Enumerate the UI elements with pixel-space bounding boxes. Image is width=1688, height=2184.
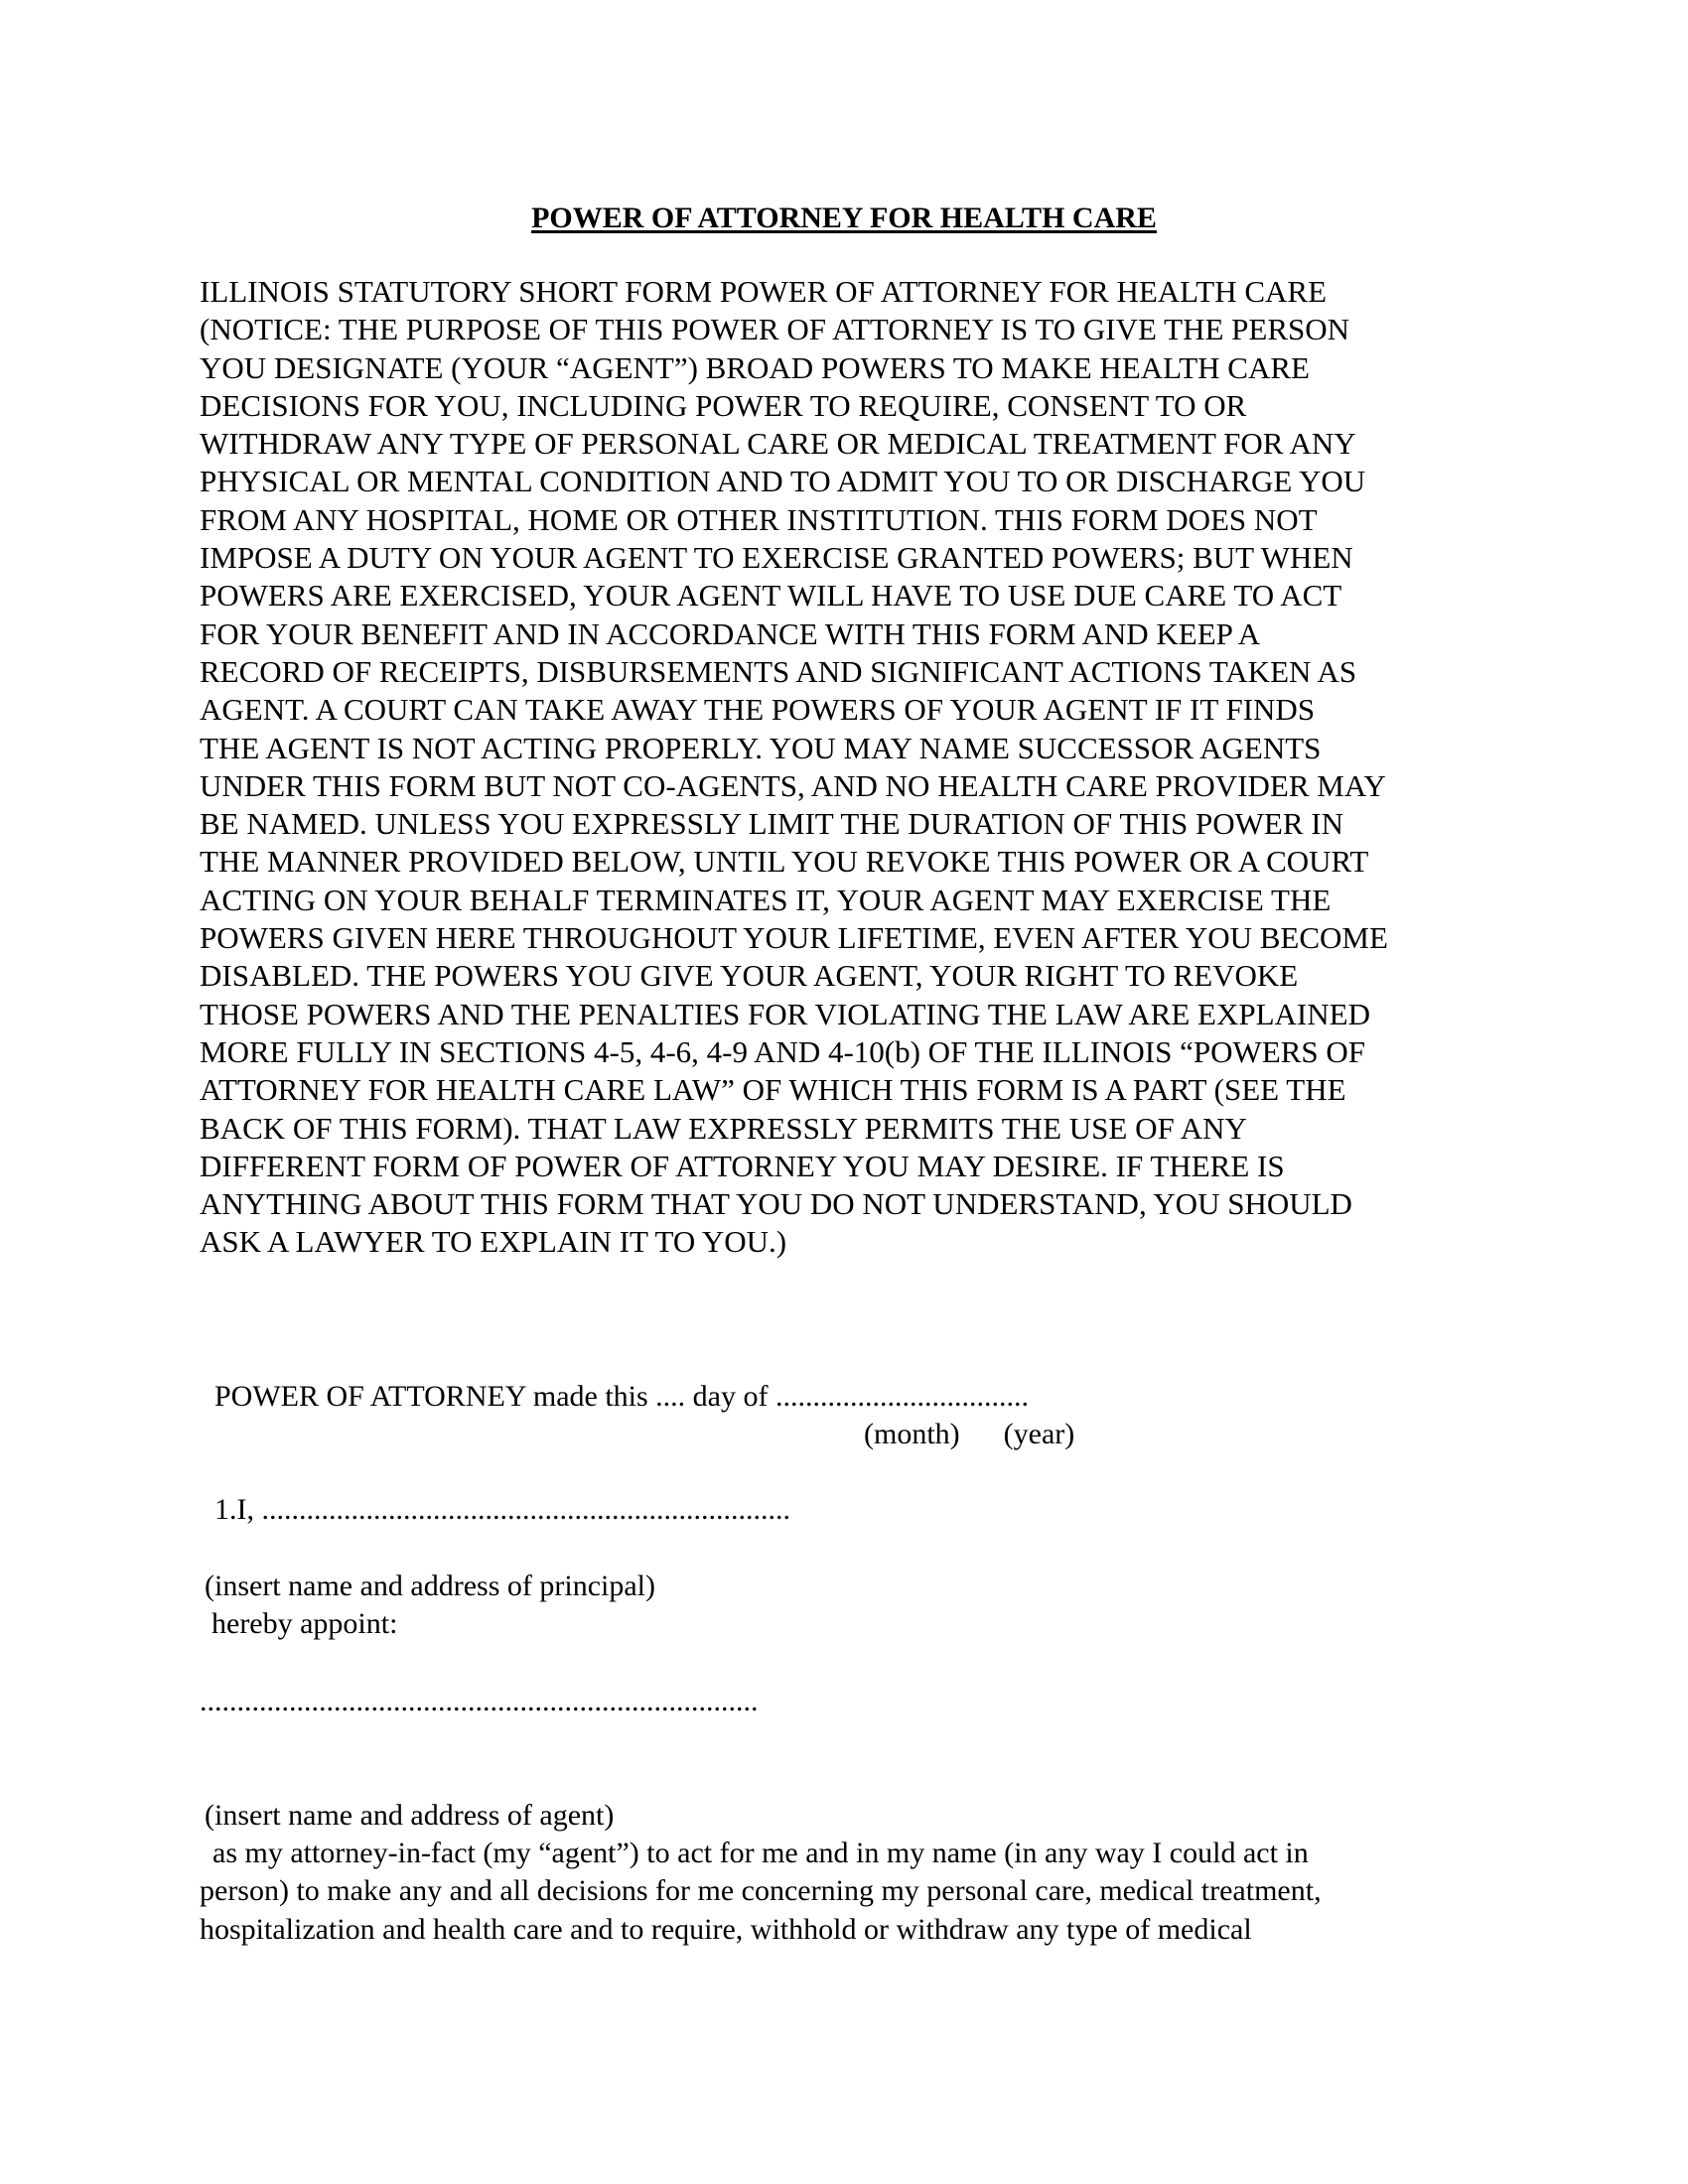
body-line: as my attorney-in-fact (my “agent”) to act for me and in my name (in any way I could act in: [212, 1837, 1309, 1869]
notice-line: POWERS ARE EXERCISED, YOUR AGENT WILL HAVE TO USE DUE CARE TO ACT: [200, 578, 1342, 614]
notice-line: AGENT. A COURT CAN TAKE AWAY THE POWERS OF YOUR AGENT IF IT FINDS: [200, 692, 1316, 728]
notice-line: DIFFERENT FORM OF POWER OF ATTORNEY YOU MAY DESIRE. IF THERE IS: [200, 1148, 1285, 1183]
agent-powers-paragraph: [200, 1835, 1490, 1949]
notice-line: FOR YOUR BENEFIT AND IN ACCORDANCE WITH THIS FORM AND KEEP A: [200, 615, 1261, 651]
notice-line: (NOTICE: THE PURPOSE OF THIS POWER OF ATTORNEY IS TO GIVE THE PERSON: [200, 312, 1350, 347]
document-title: POWER OF ATTORNEY FOR HEALTH CARE: [531, 202, 1157, 234]
month-label: (month): [864, 1418, 960, 1450]
notice-line: BACK OF THIS FORM). THAT LAW EXPRESSLY PERMITS THE USE OF ANY: [200, 1110, 1247, 1146]
notice-line: IMPOSE A DUTY ON YOUR AGENT TO EXERCISE GRANTED POWERS; BUT WHEN: [200, 540, 1353, 576]
body-line: person) to make any and all decisions for me concerning my personal care, medical treatment,: [200, 1874, 1322, 1908]
body-line: hospitalization and health care and to require, withhold or withdraw any type of medical: [200, 1912, 1252, 1946]
notice-paragraph: [200, 273, 1490, 1262]
notice-line: ACTING ON YOUR BEHALF TERMINATES IT, YOUR AGENT MAY EXERCISE THE: [200, 882, 1332, 917]
notice-line: MORE FULLY IN SECTIONS 4-5, 4-6, 4-9 AND 4-10(b) OF THE ILLINOIS “POWERS OF: [200, 1033, 1365, 1069]
agent-caption: (insert name and address of agent): [205, 1799, 615, 1832]
notice-line: DECISIONS FOR YOU, INCLUDING POWER TO REQUIRE, CONSENT TO OR: [200, 387, 1247, 423]
notice-line: THOSE POWERS AND THE PENALTIES FOR VIOLATING THE LAW ARE EXPLAINED: [200, 996, 1370, 1031]
notice-line: UNDER THIS FORM BUT NOT CO-AGENTS, AND NO HEALTH CARE PROVIDER MAY: [200, 767, 1386, 803]
notice-line: BE NAMED. UNLESS YOU EXPRESSLY LIMIT THE DURATION OF THIS POWER IN: [200, 806, 1343, 842]
notice-line: YOU DESIGNATE (YOUR “AGENT”) BROAD POWERS TO MAKE HEALTH CARE: [200, 349, 1310, 385]
hereby-appoint-text: hereby appoint:: [211, 1607, 398, 1640]
notice-line: RECORD OF RECEIPTS, DISBURSEMENTS AND SIGNIFICANT ACTIONS TAKEN AS: [200, 653, 1357, 689]
notice-line: WITHDRAW ANY TYPE OF PERSONAL CARE OR MEDICAL TREATMENT FOR ANY: [200, 426, 1356, 462]
notice-line: THE AGENT IS NOT ACTING PROPERLY. YOU MAY NAME SUCCESSOR AGENTS: [200, 730, 1322, 765]
notice-line: DISABLED. THE POWERS YOU GIVE YOUR AGENT, YOUR RIGHT TO REVOKE: [200, 958, 1299, 994]
notice-line: ASK A LAWYER TO EXPLAIN IT TO YOU.): [200, 1224, 787, 1260]
principal-name-field: 1.I, .......................................................................: [214, 1493, 790, 1526]
notice-line: ATTORNEY FOR HEALTH CARE LAW” OF WHICH THIS FORM IS A PART (SEE THE: [200, 1072, 1346, 1108]
notice-line: THE MANNER PROVIDED BELOW, UNTIL YOU REVOKE THIS POWER OR A COURT: [200, 844, 1369, 880]
notice-line: PHYSICAL OR MENTAL CONDITION AND TO ADMIT YOU TO OR DISCHARGE YOU: [200, 464, 1366, 499]
notice-line: ILLINOIS STATUTORY SHORT FORM POWER OF ATTORNEY FOR HEALTH CARE: [200, 274, 1328, 309]
notice-line: ANYTHING ABOUT THIS FORM THAT YOU DO NOT UNDERSTAND, YOU SHOULD: [200, 1186, 1352, 1222]
principal-caption: (insert name and address of principal): [205, 1570, 655, 1602]
year-label: (year): [1003, 1418, 1075, 1450]
notice-line: FROM ANY HOSPITAL, HOME OR OTHER INSTITUTION. THIS FORM DOES NOT: [200, 501, 1318, 537]
agent-name-field: ...........................................................................: [200, 1685, 759, 1717]
date-made-field: POWER OF ATTORNEY made this .... day of ..................................: [214, 1380, 1029, 1413]
month-year-labels: [864, 1416, 1074, 1453]
notice-line: POWERS GIVEN HERE THROUGHOUT YOUR LIFETIME, EVEN AFTER YOU BECOME: [200, 920, 1388, 956]
